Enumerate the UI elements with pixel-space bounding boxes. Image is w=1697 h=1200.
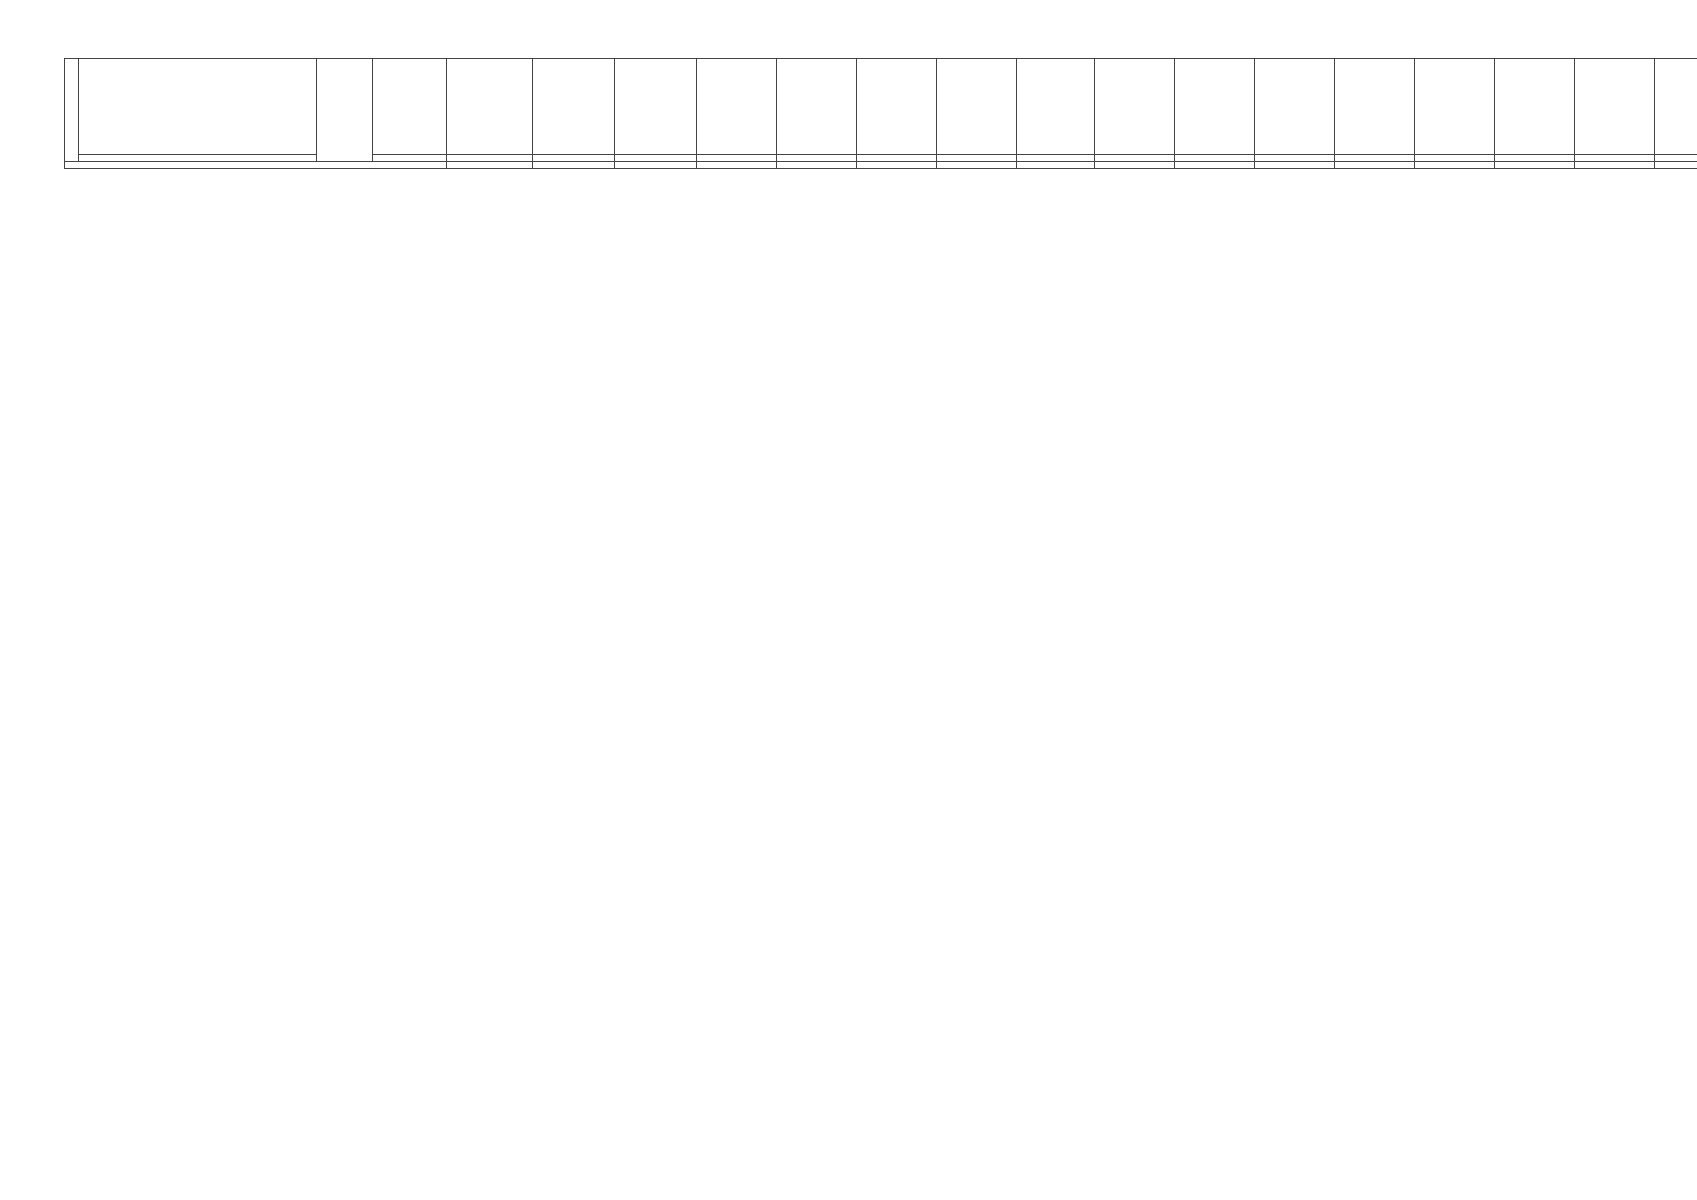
value-cell [1655,59,1697,155]
value-cell [1575,59,1655,155]
total-value [1415,162,1495,169]
total-value [777,162,857,169]
table-row [65,155,1697,162]
value-cell [777,155,857,162]
value-cell [1575,155,1655,162]
total-value [615,162,697,169]
value-cell [615,155,697,162]
value-cell [1095,155,1175,162]
value-cell [697,155,777,162]
total-value [1575,162,1655,169]
value-cell [615,59,697,155]
value-cell [1495,155,1575,162]
total-value [533,162,615,169]
total-row [65,162,1697,169]
value-cell [1017,155,1095,162]
total-value [1175,162,1255,169]
budget-table [64,58,1697,169]
total-value [1495,162,1575,169]
total-label [65,162,447,169]
value-cell [1335,155,1415,162]
row-organization [373,59,447,155]
value-cell [1415,155,1495,162]
value-cell [1495,59,1575,155]
value-cell [857,155,937,162]
row-label [79,155,317,162]
table-body [65,59,1697,169]
org-blank [373,155,447,162]
total-value [697,162,777,169]
row-code [317,59,373,162]
total-value [1335,162,1415,169]
table-block-header [65,59,1697,155]
value-cell [1095,59,1175,155]
value-cell [937,155,1017,162]
value-cell [937,59,1017,155]
total-value [1095,162,1175,169]
total-value [447,162,533,169]
value-cell [1255,155,1335,162]
total-value [937,162,1017,169]
value-cell [777,59,857,155]
value-cell [1175,59,1255,155]
total-value [857,162,937,169]
value-cell [1175,155,1255,162]
value-cell [447,155,533,162]
value-cell [447,59,533,155]
value-cell [697,59,777,155]
value-cell [857,59,937,155]
value-cell [1017,59,1095,155]
total-value [1255,162,1335,169]
total-value [1017,162,1095,169]
value-cell [1415,59,1495,155]
value-cell [533,155,615,162]
row-description [79,59,317,155]
row-index [65,59,79,162]
value-cell [1335,59,1415,155]
total-value [1655,162,1697,169]
value-cell [1655,155,1697,162]
value-cell [1255,59,1335,155]
value-cell [533,59,615,155]
